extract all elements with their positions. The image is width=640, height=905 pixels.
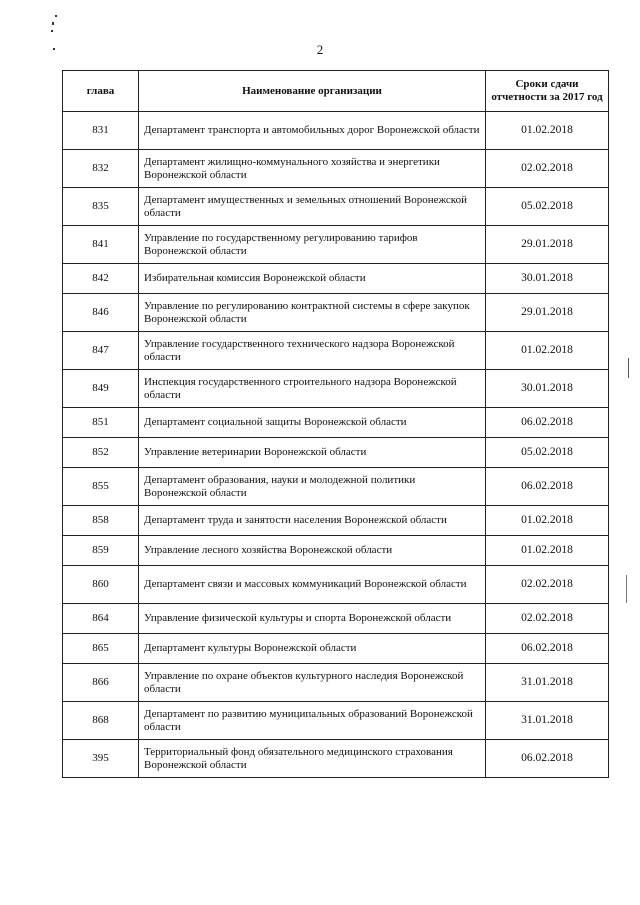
- row-chapter-code: 831: [63, 112, 139, 150]
- row-organization-name: Департамент транспорта и автомобильных дорог Воронежской области: [139, 112, 486, 150]
- header-organization: Наименование организации: [139, 71, 486, 112]
- table-row: [63, 370, 609, 408]
- table-row: [63, 702, 609, 740]
- table-row: [63, 604, 609, 634]
- row-organization-name: Департамент социальной защиты Воронежской области: [139, 408, 486, 438]
- row-deadline-date: 31.01.2018: [486, 702, 609, 740]
- table-row: [63, 438, 609, 468]
- row-chapter-code: 858: [63, 506, 139, 536]
- row-deadline-date: 01.02.2018: [486, 506, 609, 536]
- table-row: [63, 740, 609, 778]
- table-row: [63, 294, 609, 332]
- table-row: [63, 566, 609, 604]
- row-chapter-code: 847: [63, 332, 139, 370]
- row-deadline-date: 01.02.2018: [486, 536, 609, 566]
- row-organization-name: Управление государственного технического надзора Воронежской области: [139, 332, 486, 370]
- row-organization-name: Управление лесного хозяйства Воронежской области: [139, 536, 486, 566]
- table-row: [63, 112, 609, 150]
- row-organization-name: Департамент связи и массовых коммуникаций Воронежской области: [139, 566, 486, 604]
- scan-speck: [55, 15, 57, 17]
- scan-speck: [52, 22, 54, 25]
- table-header-row: [63, 71, 609, 112]
- header-chapter: глава: [63, 71, 139, 112]
- row-organization-name: Избирательная комиссия Воронежской области: [139, 264, 486, 294]
- table-row: [63, 468, 609, 506]
- row-deadline-date: 02.02.2018: [486, 150, 609, 188]
- row-organization-name: Управление ветеринарии Воронежской области: [139, 438, 486, 468]
- row-chapter-code: 851: [63, 408, 139, 438]
- row-chapter-code: 866: [63, 664, 139, 702]
- row-deadline-date: 29.01.2018: [486, 294, 609, 332]
- table-row: [63, 226, 609, 264]
- row-chapter-code: 849: [63, 370, 139, 408]
- scan-edge-mark: [628, 358, 629, 378]
- row-organization-name: Территориальный фонд обязательного медицинского страхования Воронежской области: [139, 740, 486, 778]
- row-organization-name: Департамент труда и занятости населения Воронежской области: [139, 506, 486, 536]
- row-chapter-code: 846: [63, 294, 139, 332]
- row-organization-name: Департамент жилищно-коммунального хозяйства и энергетики Воронежской области: [139, 150, 486, 188]
- table-row: [63, 664, 609, 702]
- row-organization-name: Управление по государственному регулированию тарифов Воронежской области: [139, 226, 486, 264]
- table-row: [63, 536, 609, 566]
- row-chapter-code: 860: [63, 566, 139, 604]
- row-deadline-date: 02.02.2018: [486, 566, 609, 604]
- row-deadline-date: 06.02.2018: [486, 740, 609, 778]
- row-organization-name: Департамент имущественных и земельных отношений Воронежской области: [139, 188, 486, 226]
- row-chapter-code: 841: [63, 226, 139, 264]
- row-deadline-date: 31.01.2018: [486, 664, 609, 702]
- row-organization-name: Инспекция государственного строительного надзора Воронежской области: [139, 370, 486, 408]
- row-chapter-code: 868: [63, 702, 139, 740]
- row-deadline-date: 06.02.2018: [486, 468, 609, 506]
- table-row: [63, 332, 609, 370]
- table-row: [63, 264, 609, 294]
- row-organization-name: Управление по охране объектов культурного наследия Воронежской области: [139, 664, 486, 702]
- organizations-table: [62, 70, 609, 778]
- page-number: 2: [316, 42, 324, 57]
- row-organization-name: Департамент по развитию муниципальных образований Воронежской области: [139, 702, 486, 740]
- table-row: [63, 408, 609, 438]
- row-chapter-code: 395: [63, 740, 139, 778]
- row-deadline-date: 05.02.2018: [486, 438, 609, 468]
- header-deadline: Сроки сдачи отчетности за 2017 год: [486, 71, 609, 112]
- row-chapter-code: 835: [63, 188, 139, 226]
- scan-speck: [51, 30, 53, 32]
- row-deadline-date: 05.02.2018: [486, 188, 609, 226]
- row-deadline-date: 06.02.2018: [486, 634, 609, 664]
- row-deadline-date: 30.01.2018: [486, 370, 609, 408]
- table-row: [63, 506, 609, 536]
- row-deadline-date: 06.02.2018: [486, 408, 609, 438]
- scan-edge-mark: [626, 575, 627, 603]
- row-chapter-code: 852: [63, 438, 139, 468]
- row-deadline-date: 30.01.2018: [486, 264, 609, 294]
- table-row: [63, 150, 609, 188]
- row-chapter-code: 864: [63, 604, 139, 634]
- row-deadline-date: 01.02.2018: [486, 332, 609, 370]
- row-organization-name: Управление физической культуры и спорта Воронежской области: [139, 604, 486, 634]
- row-deadline-date: 29.01.2018: [486, 226, 609, 264]
- row-deadline-date: 02.02.2018: [486, 604, 609, 634]
- row-deadline-date: 01.02.2018: [486, 112, 609, 150]
- row-chapter-code: 855: [63, 468, 139, 506]
- row-chapter-code: 859: [63, 536, 139, 566]
- row-chapter-code: 842: [63, 264, 139, 294]
- table-row: [63, 634, 609, 664]
- row-organization-name: Управление по регулированию контрактной системы в сфере закупок Воронежской области: [139, 294, 486, 332]
- row-chapter-code: 832: [63, 150, 139, 188]
- row-organization-name: Департамент образования, науки и молодежной политики Воронежской области: [139, 468, 486, 506]
- row-chapter-code: 865: [63, 634, 139, 664]
- row-organization-name: Департамент культуры Воронежской области: [139, 634, 486, 664]
- table-row: [63, 188, 609, 226]
